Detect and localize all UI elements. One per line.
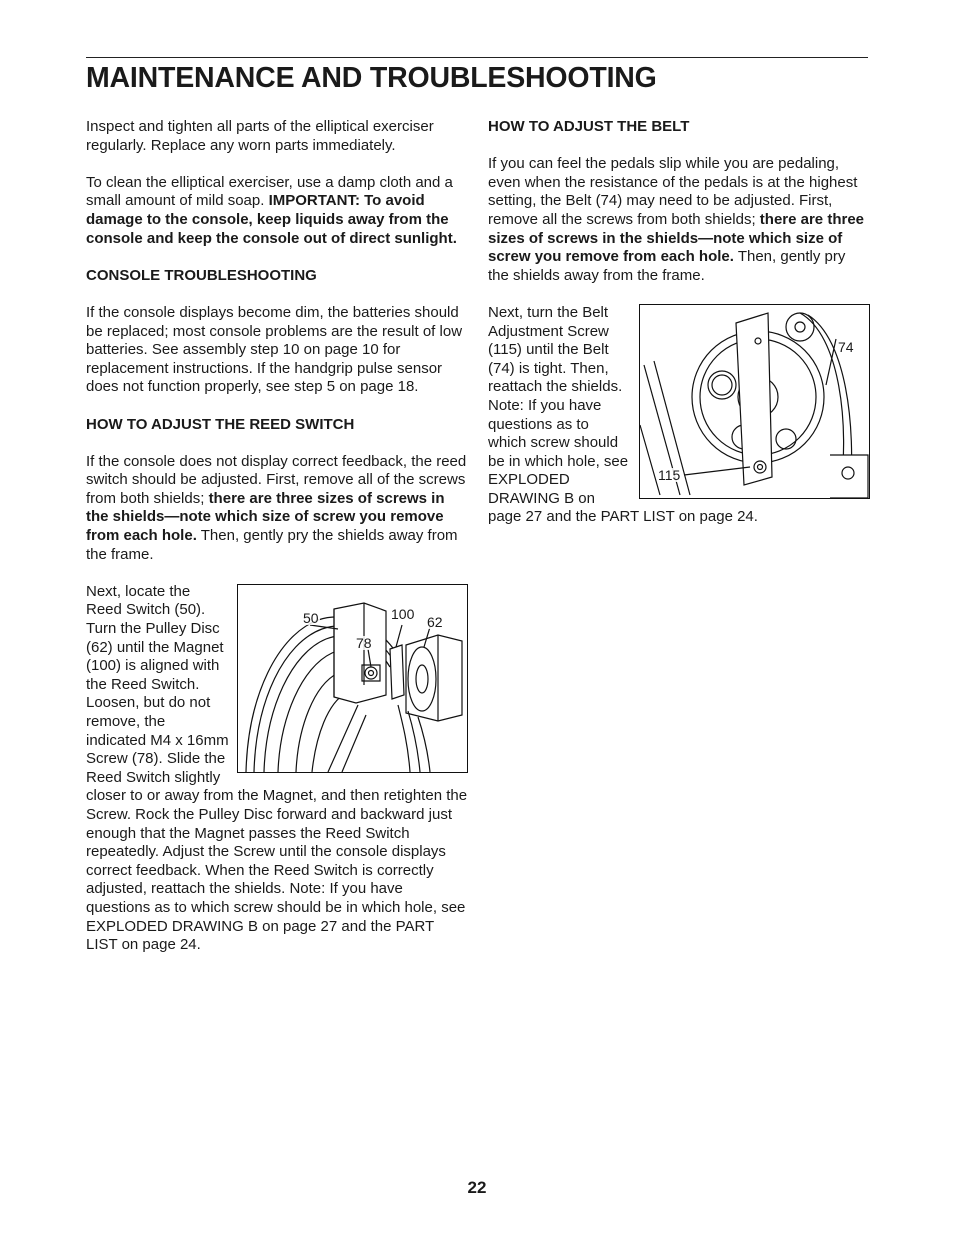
reed-switch-paragraph-1: If the console does not display correct feedback, the reed switch should be adjusted. First, remove all of the screws from both shields; there are three sizes of screws in the shields—note which size of screw you remove from each hole. Then, gently pry the shields away from the frame. bbox=[86, 452, 467, 563]
header-rule bbox=[86, 57, 868, 58]
console-troubleshooting-heading: CONSOLE TROUBLESHOOTING bbox=[86, 266, 317, 284]
callout-115: 115 bbox=[658, 466, 681, 483]
belt-screw-note: there are three sizes of screws in the shields—note which size of screw you remove from each hole. bbox=[488, 210, 864, 266]
belt-figure bbox=[639, 304, 870, 499]
page-title: MAINTENANCE AND TROUBLESHOOTING bbox=[86, 62, 657, 94]
reed-switch-block bbox=[86, 583, 468, 955]
reed-switch-figure bbox=[237, 584, 468, 773]
cleaning-warning: IMPORTANT: To avoid damage to the console, keep liquids away from the console and keep the console out of direct sunlight. bbox=[86, 192, 457, 247]
intro-paragraph: Inspect and tighten all parts of the elliptical exerciser regularly. Replace any worn parts immediately. bbox=[86, 118, 434, 154]
callout-100: 100 bbox=[391, 605, 415, 622]
callout-50: 50 bbox=[303, 609, 319, 626]
left-column bbox=[86, 118, 468, 973]
belt-paragraph-1: If you can feel the pedals slip while you are pedaling, even when the resistance of the pedals is at the highest setting, the Belt (74) may need to be adjusted. First, remove all the screws from both shields; there are three sizes of screws in the shields—note which size of screw you remove from each hole. Then, gently pry the shields away from the frame. bbox=[488, 155, 864, 284]
belt-heading: HOW TO ADJUST THE BELT bbox=[488, 118, 690, 135]
callout-78: 78 bbox=[356, 634, 372, 651]
callout-62: 62 bbox=[427, 613, 443, 630]
right-column bbox=[488, 118, 870, 546]
console-troubleshooting-paragraph: If the console displays become dim, the batteries should be replaced; most console problems are the result of low batteries. See assembly step 10 on page 10 for replacement instructions. If the handgrip pulse sensor does not function properly, see step 5 on page 18. bbox=[86, 303, 463, 396]
callout-74: 74 bbox=[838, 338, 854, 355]
reed-switch-screw-note: there are three sizes of screws in the shields—note which size of screw you remove from each hole. bbox=[86, 489, 445, 545]
reed-switch-heading: HOW TO ADJUST THE REED SWITCH bbox=[86, 415, 355, 433]
belt-block bbox=[488, 304, 870, 527]
belt-paragraph-2: Next, turn the Belt Adjustment Screw (115) until the Belt (74) is tight. Then, reattach the shields. Note: If you have questions as to which screw should be in which hole, see EXPLODED DRAWING B on page 27 and the PART LIST on page 24. bbox=[488, 303, 758, 526]
reed-switch-illustration bbox=[238, 585, 467, 772]
cleaning-paragraph: To clean the elliptical exerciser, use a damp cloth and a small amount of mild soap. IMPORTANT: To avoid damage to the console, keep liquids away from the console and keep the console out of direct sunlight. bbox=[86, 173, 457, 247]
page-number: 22 bbox=[467, 1178, 487, 1197]
reed-switch-paragraph-2: Next, locate the Reed Switch (50). Turn the Pulley Disc (62) until the Magnet (100) is aligned with the Reed Switch. Loosen, but do not remove, the indicated M4 x 16mm Screw (78). Slide the Reed Switch slightly closer to or away from the Magnet, and then retighten the Screw. Rock the Pulley Disc forward and backward just enough that the Magnet passes the Reed Switch repeatedly. Adjust the Screw until the console displays correct feedback. When the Reed Switch is correctly adjusted, reattach the shields. Note: If you have questions as to which screw should be in which hole, see EXPLODED DRAWING B on page 27 and the PART LIST on page 24. bbox=[86, 582, 468, 954]
